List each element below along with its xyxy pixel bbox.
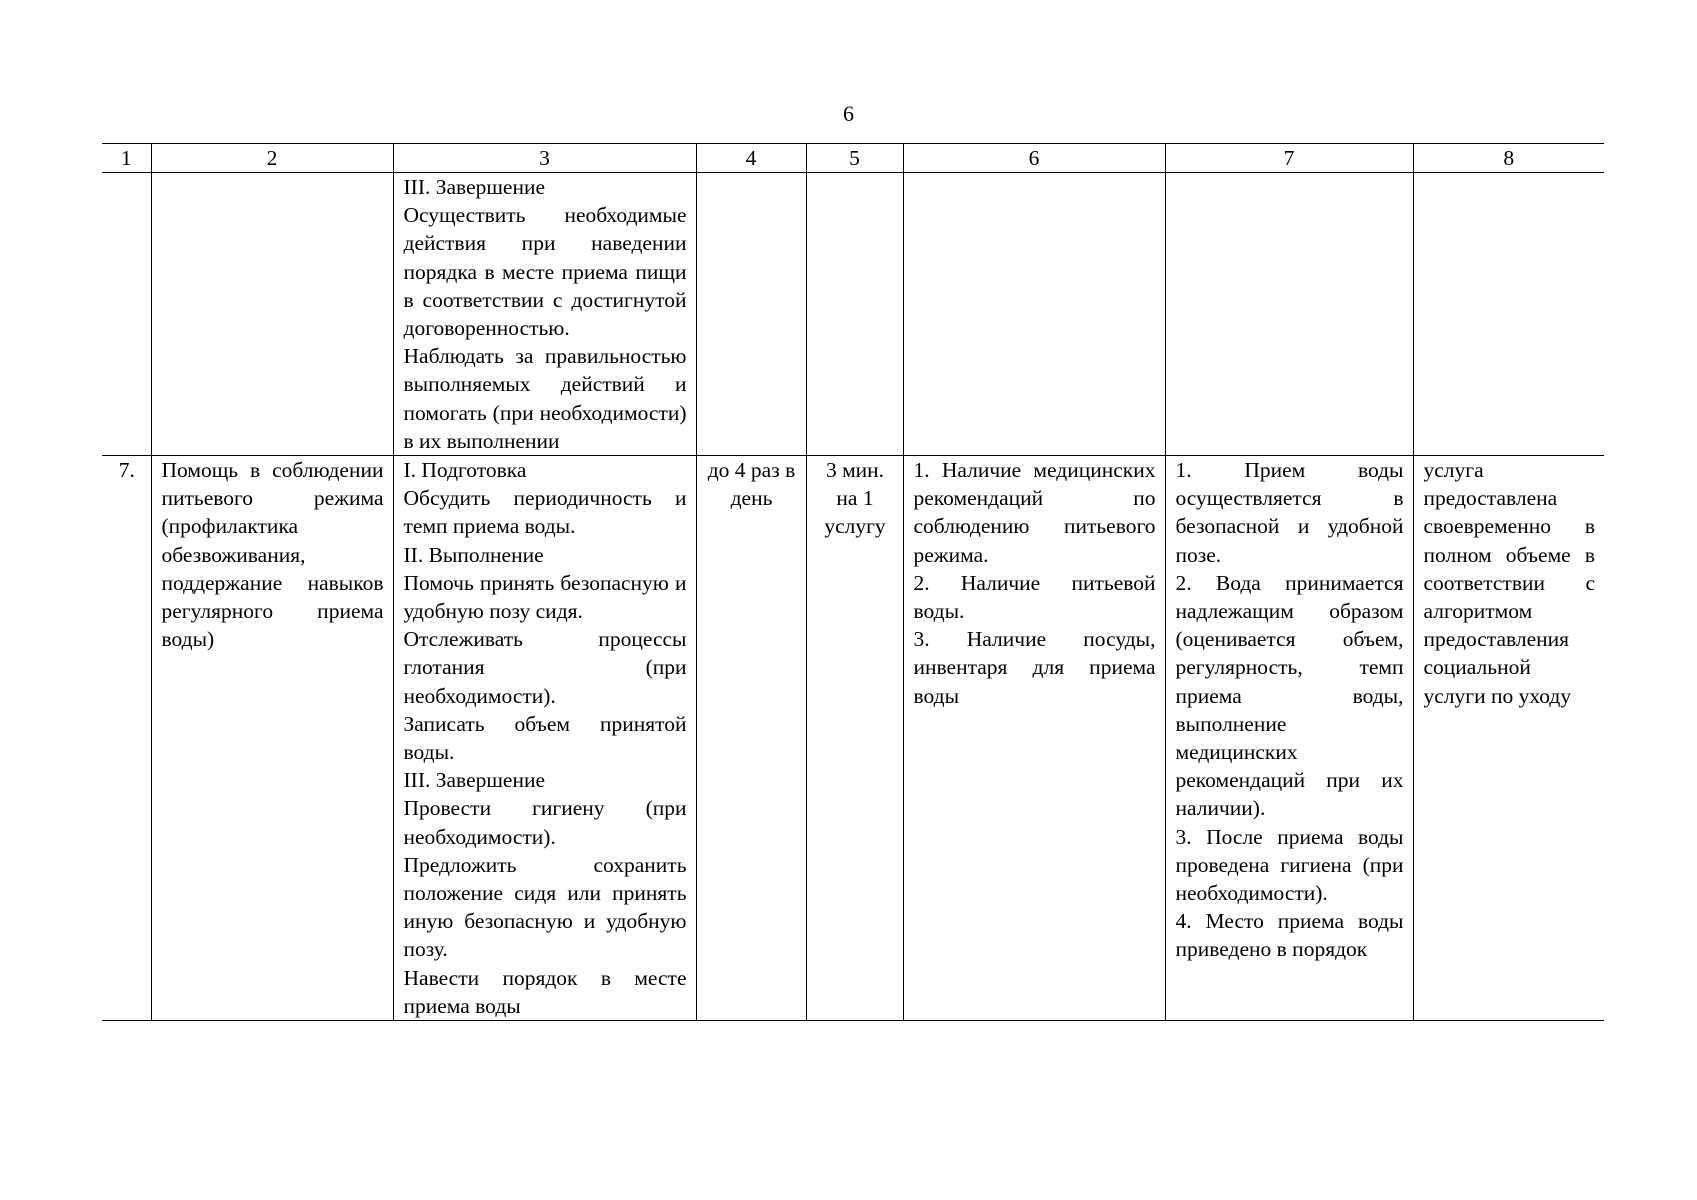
row7-procedure-line: Помочь принять безопасную и удобную позу сидя. bbox=[403, 570, 687, 624]
row7-procedure-line: Предложить сохранить положение сидя или принять иную безопасную и удобную позу. bbox=[403, 852, 687, 962]
row7-procedure-line: Отслеживать процессы глотания (при необходимости). bbox=[403, 627, 687, 708]
page-number: 6 bbox=[843, 101, 854, 126]
row7-cell-indicators bbox=[1165, 456, 1413, 1021]
cont-cell-service bbox=[151, 173, 393, 456]
row7-procedure-line: Навести порядок в месте приема воды bbox=[403, 965, 687, 1018]
row7-procedure-line: Обсудить периодичность и темп приема воды. bbox=[403, 486, 687, 539]
row7-cell-conditions bbox=[903, 456, 1165, 1021]
services-table bbox=[102, 143, 1604, 1021]
row7-procedure-line: III. Завершение bbox=[403, 768, 546, 793]
row7-procedure-line: Записать объем принятой воды. bbox=[403, 711, 687, 765]
row7-cell-frequency: до 4 раз в день bbox=[696, 456, 806, 1021]
header-row bbox=[102, 144, 1604, 173]
cont-procedure-line: III. Завершение bbox=[403, 175, 546, 199]
header-col-2: 2 bbox=[151, 144, 393, 173]
cont-cell-frequency bbox=[696, 173, 806, 456]
header-col-5: 5 bbox=[806, 144, 903, 173]
row7-cell-procedure bbox=[393, 456, 696, 1021]
cont-cell-result bbox=[1413, 173, 1604, 456]
row7-condition-item: 1. Наличие медицинских рекомендаций по соблюдению питьевого режима. bbox=[913, 458, 1156, 567]
row7-condition-item: 3. Наличие посуды, инвентаря для приема воды bbox=[913, 627, 1156, 708]
header-col-3: 3 bbox=[393, 144, 696, 173]
table-row-continuation bbox=[102, 173, 1604, 456]
cont-procedure-line: Осуществить необходимые действия при наведении порядка в месте приема пищи в соответствии с достигнутой договоренностью. bbox=[403, 203, 687, 341]
row7-condition-item: 2. Наличие питьевой воды. bbox=[913, 570, 1156, 624]
cont-cell-indicators bbox=[1165, 173, 1413, 456]
row7-cell-result bbox=[1413, 456, 1604, 1021]
cont-cell-procedure bbox=[393, 173, 696, 456]
row7-indicator-item: 1. Прием воды осуществляется в безопасной и удобной позе. bbox=[1175, 458, 1404, 567]
row7-procedure-line: Провести гигиену (при необходимости). bbox=[403, 796, 687, 849]
cont-cell-conditions bbox=[903, 173, 1165, 456]
row7-indicator-item: 3. После приема воды проведена гигиена (при необходимости). bbox=[1175, 824, 1404, 906]
cont-cell-number bbox=[102, 173, 151, 456]
row7-cell-number: 7. bbox=[102, 456, 151, 1021]
row7-cell-duration: 3 мин. на 1 услугу bbox=[806, 456, 903, 1021]
row7-service-text: Помощь в соблюдении питьевого режима (профилактика обезвоживания, поддержание навыков регулярного приема воды) bbox=[161, 458, 384, 652]
cont-cell-duration bbox=[806, 173, 903, 456]
cont-procedure-line: Наблюдать за правильностью выполняемых действий и помогать (при необходимости) в их выполнении bbox=[403, 344, 687, 453]
row7-indicator-item: 2. Вода принимается надлежащим образом (оценивается объем, регулярность, темп приема воды, выполнение медицинских рекомендаций при их наличии). bbox=[1175, 570, 1404, 821]
header-col-8: 8 bbox=[1413, 144, 1604, 173]
row7-indicator-item: 4. Место приема воды приведено в порядок bbox=[1175, 909, 1404, 962]
header-col-6: 6 bbox=[903, 144, 1165, 173]
header-col-1: 1 bbox=[102, 144, 151, 173]
row7-procedure-line: I. Подготовка bbox=[403, 458, 527, 483]
table-row-7 bbox=[102, 456, 1604, 1021]
header-col-4: 4 bbox=[696, 144, 806, 173]
row7-result-text: услуга предоставлена своевременно в полном объеме в соответствии с алгоритмом предоставления социальной услуги по уходу bbox=[1423, 458, 1595, 708]
row7-cell-service bbox=[151, 456, 393, 1021]
row7-procedure-line: II. Выполнение bbox=[403, 542, 544, 567]
header-col-7: 7 bbox=[1165, 144, 1413, 173]
